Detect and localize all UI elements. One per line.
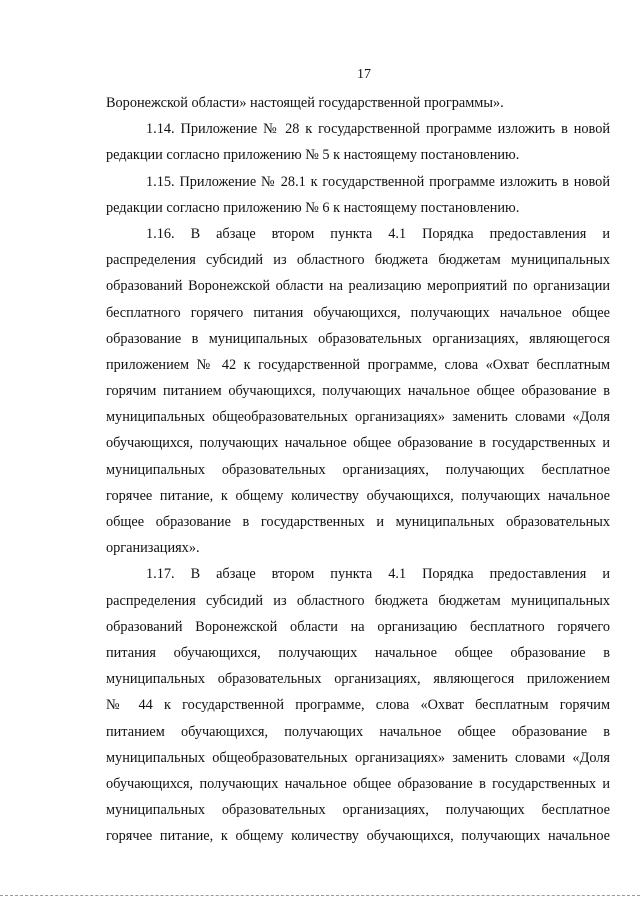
text-line: муниципальных образовательных организациях, являющегося приложением (106, 671, 610, 688)
text-line: питания обучающихся, получающих начальное общее образование в (106, 644, 610, 661)
page-bottom-rule (0, 895, 640, 896)
text-line: бесплатного горячего питания обучающихся, получающих начальное общее (106, 304, 610, 321)
text-line: общее образование в государственных и муниципальных образовательных (106, 514, 610, 530)
text-line: обучающихся, получающих начальное общее образование в государственных и (106, 775, 610, 792)
text-line: 1.17. В абзаце втором пункта 4.1 Порядка предоставления и (146, 566, 610, 583)
page-number: 17 (357, 67, 371, 82)
text-line: муниципальных образовательных организациях, получающих бесплатное (106, 461, 610, 478)
text-line: горячим питанием обучающихся, получающих начальное общее образование в (106, 383, 610, 400)
text-line: Воронежской области» настоящей государственной программы». (106, 95, 504, 111)
text-line: муниципальных общеобразовательных организациях» заменить словами «Доля (106, 749, 610, 766)
text-line: редакции согласно приложению № 6 к настоящему постановлению. (106, 199, 520, 216)
text-line: приложением № 42 к государственной программе, слова «Охват бесплатным (106, 356, 610, 373)
text-line: 1.16. В абзаце втором пункта 4.1 Порядка предоставления и (146, 225, 610, 242)
text-line: питанием обучающихся, получающих начальное общее образование в (106, 723, 610, 740)
text-line: образований Воронежской области на реализацию мероприятий по организации (106, 278, 610, 295)
text-line: № 44 к государственной программе, слова «Охват бесплатным горячим (106, 697, 610, 714)
text-line: обучающихся, получающих начальное общее образование в государственных и (106, 435, 610, 452)
text-line: образование в муниципальных образовательных организациях, являющегося (106, 330, 610, 347)
text-line: 1.15. Приложение № 28.1 к государственной программе изложить в новой (146, 173, 610, 190)
document-page (106, 66, 610, 849)
text-line: редакции согласно приложению № 5 к настоящему постановлению. (106, 147, 520, 164)
text-line: образований Воронежской области на организацию бесплатного горячего (106, 618, 610, 635)
text-line: муниципальных образовательных организациях, получающих бесплатное (106, 802, 610, 819)
body-text (106, 90, 610, 849)
text-line: распределения субсидий из областного бюджета бюджетам муниципальных (106, 592, 610, 609)
text-line: распределения субсидий из областного бюджета бюджетам муниципальных (106, 252, 610, 269)
text-line: горячее питание, к общему количеству обучающихся, получающих начальное (106, 487, 610, 504)
text-line: муниципальных общеобразовательных организациях» заменить словами «Доля (106, 409, 610, 426)
text-line: горячее питание, к общему количеству обучающихся, получающих начальное (106, 828, 610, 845)
text-line: организациях». (106, 540, 200, 557)
text-line: 1.14. Приложение № 28 к государственной программе изложить в новой (146, 121, 610, 138)
